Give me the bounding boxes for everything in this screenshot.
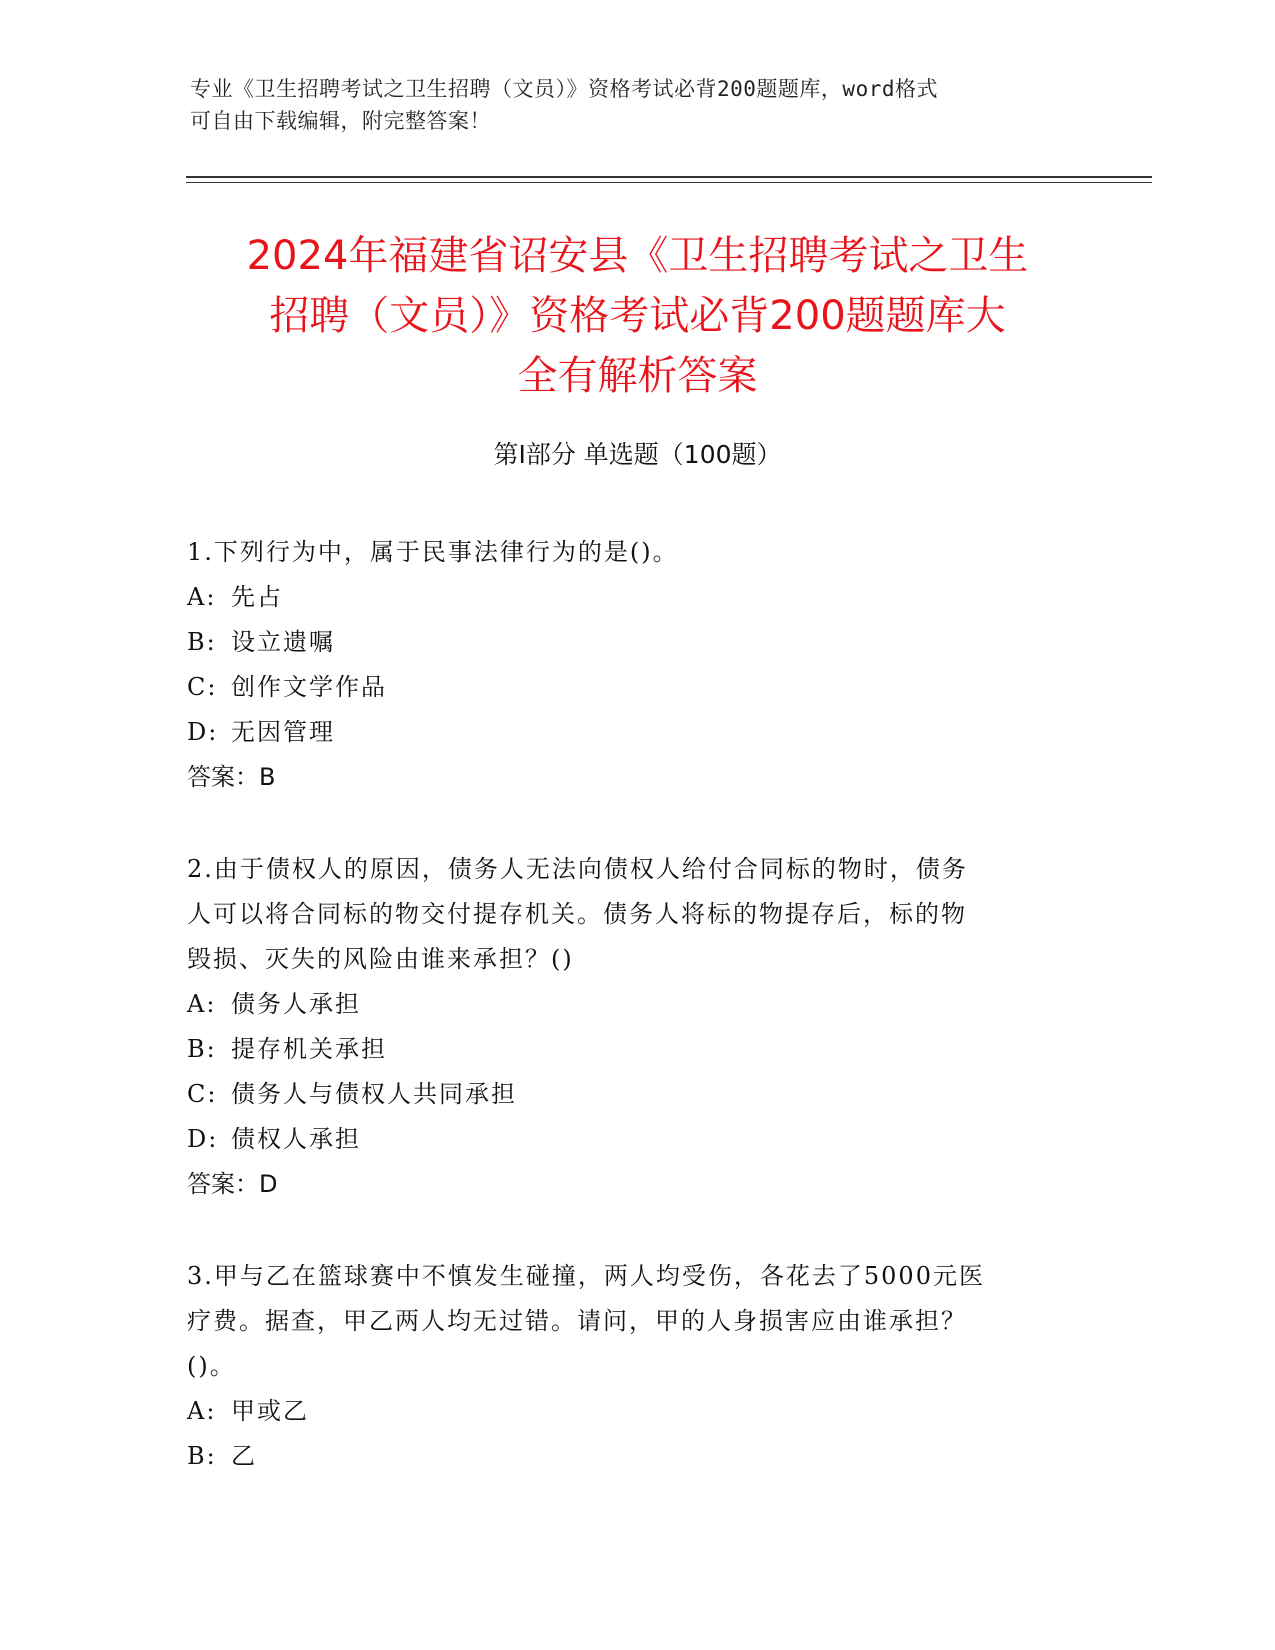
question-2-option-b [187, 1027, 1077, 1072]
question-stem-line: ()。 [187, 1352, 236, 1380]
question-1-stem [187, 530, 1077, 575]
option-text: 创作文学作品 [231, 673, 387, 701]
document-title-line-1: 2024年福建省诏安县《卫生招聘考试之卫生 [246, 233, 1029, 279]
document-title [160, 226, 1115, 406]
question-stem-line: 3.甲与乙在篮球赛中不慎发生碰撞，两人均受伤，各花去了5000元医 [187, 1262, 985, 1290]
question-3-option-b [187, 1434, 1077, 1479]
question-3 [187, 1254, 1077, 1479]
option-text: 乙 [231, 1442, 257, 1470]
question-1-answer: 答案：B [187, 763, 276, 791]
question-2 [187, 847, 1077, 1207]
document-title-line-2: 招聘（文员）》资格考试必背200题题库大 [269, 293, 1006, 339]
header-divider-thick [186, 176, 1152, 178]
option-key: A: [187, 1397, 217, 1425]
header-note-line-1: 专业《卫生招聘考试之卫生招聘（文员）》资格考试必背200题题库，word格式 [190, 77, 938, 101]
question-stem-line: 人可以将合同标的物交付提存机关。债务人将标的物提存后，标的物 [187, 900, 967, 928]
header-divider-thin [186, 182, 1152, 183]
option-key: C: [187, 673, 218, 701]
option-key: D: [187, 1125, 219, 1153]
option-text: 先占 [231, 583, 283, 611]
option-key: B: [187, 1442, 217, 1470]
document-title-line-3: 全有解析答案 [517, 353, 758, 399]
question-1-option-b [187, 620, 1077, 665]
option-text: 设立遗嘱 [231, 628, 335, 656]
question-3-stem [187, 1254, 1077, 1389]
question-1-option-a [187, 575, 1077, 620]
option-text: 提存机关承担 [231, 1035, 387, 1063]
option-key: A: [187, 583, 217, 611]
question-stem-line: 疗费。据查，甲乙两人均无过错。请问，甲的人身损害应由谁承担？ [187, 1307, 967, 1335]
option-key: A: [187, 990, 217, 1018]
question-2-stem [187, 847, 1077, 982]
option-text: 债权人承担 [231, 1125, 361, 1153]
option-key: B: [187, 628, 217, 656]
question-1-option-d [187, 710, 1077, 755]
question-1-option-c [187, 665, 1077, 710]
header-note-line-2: 可自由下载编辑，附完整答案！ [190, 109, 491, 133]
question-stem-line: 1.下列行为中，属于民事法律行为的是()。 [187, 538, 679, 566]
option-text: 无因管理 [231, 718, 335, 746]
section-heading: 第Ⅰ部分 单选题（100题） [493, 440, 782, 469]
question-2-option-a [187, 982, 1077, 1027]
option-text: 债务人与债权人共同承担 [231, 1080, 517, 1108]
question-stem-line: 2.由于债权人的原因，债务人无法向债权人给付合同标的物时，债务 [187, 855, 968, 883]
option-key: D: [187, 718, 219, 746]
option-text: 甲或乙 [231, 1397, 309, 1425]
question-3-option-a [187, 1389, 1077, 1434]
option-key: C: [187, 1080, 218, 1108]
question-stem-line: 毁损、灭失的风险由谁来承担？() [187, 945, 574, 973]
option-key: B: [187, 1035, 217, 1063]
question-2-option-d [187, 1117, 1077, 1162]
option-text: 债务人承担 [231, 990, 361, 1018]
question-list [187, 530, 1077, 1526]
question-1 [187, 530, 1077, 800]
question-2-answer: 答案：D [187, 1170, 278, 1198]
question-2-option-c [187, 1072, 1077, 1117]
header-note [190, 73, 1070, 137]
